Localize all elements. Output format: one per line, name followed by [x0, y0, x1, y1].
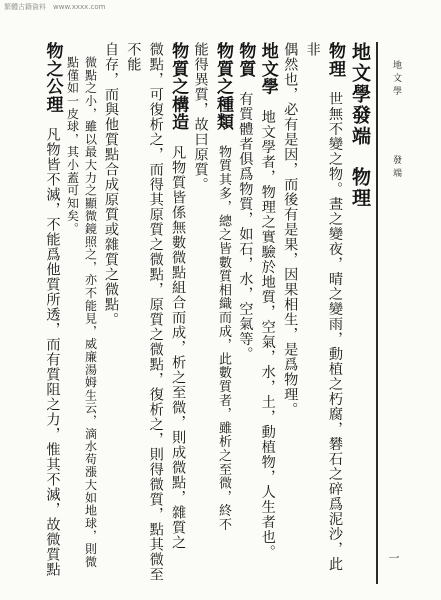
text-line — [279, 42, 301, 582]
section-heading: 物質之種類 — [212, 42, 233, 131]
section-heading: 物質 — [235, 42, 256, 78]
text-line-note — [64, 42, 82, 582]
text-line — [212, 42, 234, 582]
line-text: 自存，而與他質點合成原質或雜質之微點。 — [102, 42, 119, 327]
line-text: 世無不變之物。晝之變夜，晴之變雨，動植之朽腐，礬石之碎爲泥沙，此非 — [304, 42, 343, 572]
running-header — [389, 60, 403, 181]
text-line — [256, 42, 278, 582]
watermark: 繁體古籍資料 www.xxxx.com — [4, 3, 106, 11]
line-text: 微點，可復析之，而得其原質之微點，原質之微點，復析之，則得微質，點其微至不能 — [125, 42, 164, 582]
frame-rule — [376, 42, 378, 584]
line-text: 點僅如一皮球，其小蓋可知矣。 — [65, 56, 80, 236]
line-text: 地文學者，物理之實驗於地質，空氣，水，土，動植物，人生者也。 — [259, 109, 276, 560]
section-heading: 物理 — [325, 42, 345, 78]
page-number: 一 — [387, 552, 400, 563]
line-text: 物質其多，總之皆數質相織而成，此數質者，雖析之至微，終不 — [215, 145, 231, 532]
text-line — [100, 42, 122, 582]
text-line-note — [82, 42, 100, 582]
text-line — [234, 42, 256, 582]
line-text: 凡物質皆係無數微點組合而成，析之至微，則成微點，雜質之 — [170, 145, 187, 550]
running-header-section: 發端 — [391, 155, 401, 181]
section-heading: 地文學 — [257, 42, 278, 96]
line-text: 有質體者俱爲物質，如石，水，空氣等。 — [237, 91, 254, 362]
chapter-title-line — [346, 42, 374, 582]
text-line — [301, 42, 346, 582]
chapter-subtitle: 物理 — [349, 167, 371, 209]
text-line — [189, 42, 211, 582]
line-text: 微點之小，雖以最大力之顯微鏡照之，亦不能見，威廉湯姆生云，滴水苟漲大如地球，則微 — [83, 56, 98, 568]
text-line — [41, 42, 63, 582]
running-header-title: 地文學 — [391, 60, 401, 99]
section-heading: 物質之構造 — [168, 42, 189, 131]
line-text: 能得異質，故曰原質。 — [192, 42, 209, 192]
chapter-title: 地文學發端 — [349, 42, 371, 147]
text-line — [122, 42, 167, 582]
text-line — [167, 42, 189, 582]
line-text: 凡物皆不滅，不能爲他質所透，而有質阻之力，惟其不滅，故微質點 — [44, 127, 61, 578]
section-heading: 物之公理 — [42, 42, 63, 114]
line-text: 偶然也，必有是因，而後有是果，因果相生，是爲物理。 — [282, 42, 299, 417]
body-text — [18, 42, 374, 582]
